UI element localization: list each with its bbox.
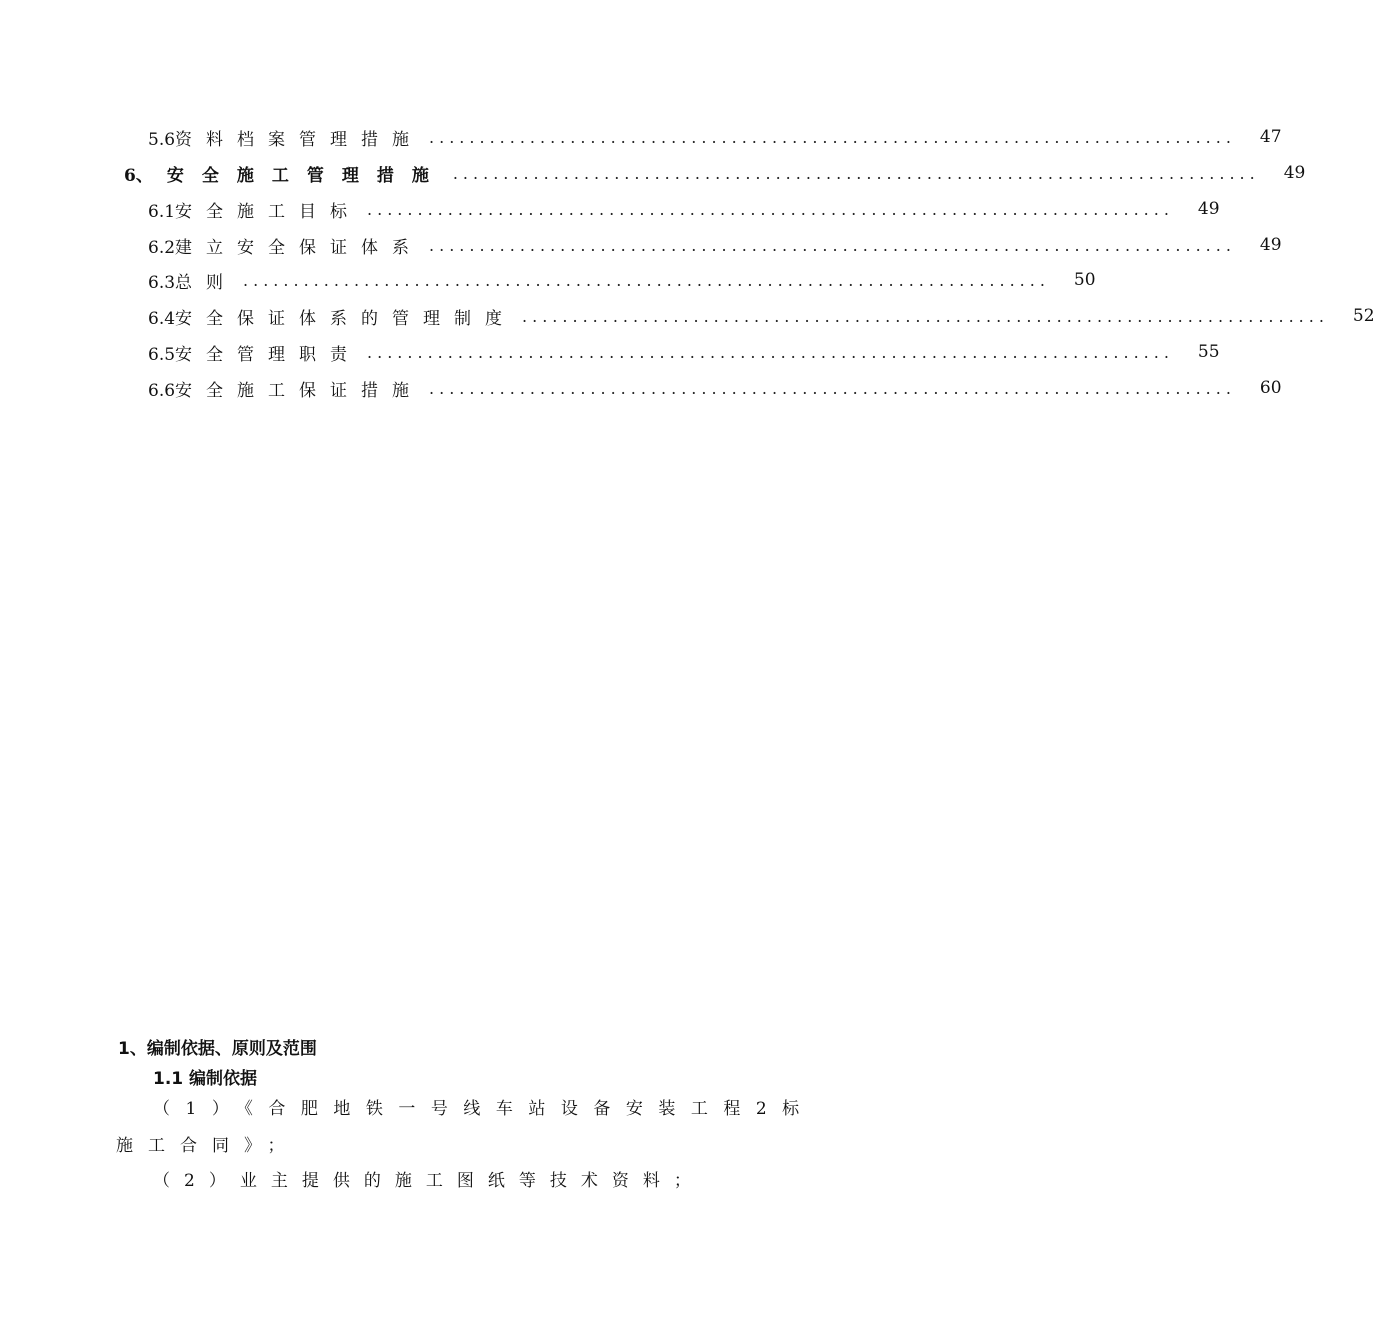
toc-entry[interactable] — [0, 301, 1375, 331]
toc-entry-label: 建立安全保证体系 — [175, 237, 424, 258]
toc-entry[interactable] — [0, 337, 1220, 367]
toc-entry-label: 安全施工保证措施 — [175, 380, 424, 401]
toc-entry-label: 安全管理职责 — [175, 344, 362, 365]
toc-entry-title — [148, 340, 361, 365]
toc-leader-dots: ................................................................................ — [429, 127, 1236, 147]
toc-page-number: 49 — [1197, 199, 1220, 219]
toc-entry-title — [148, 268, 237, 293]
toc-entry-number: 6、 — [124, 165, 153, 186]
toc-entry-title — [148, 125, 423, 150]
toc-page-number: 47 — [1259, 127, 1282, 147]
toc-page-number: 49 — [1283, 163, 1306, 183]
toc-entry-number: 6.6 — [148, 380, 176, 401]
toc-page-number: 55 — [1197, 342, 1220, 362]
toc-entry[interactable] — [0, 122, 1282, 152]
toc-leader-dots: ................................................................................ — [243, 270, 1050, 290]
section-heading: 1、编制依据、原则及范围 — [118, 1039, 317, 1059]
toc-leader-dots: ................................................................................ — [367, 342, 1174, 362]
toc-entry-number: 6.1 — [148, 201, 176, 222]
toc-entry[interactable] — [0, 230, 1282, 260]
toc-entry-number: 6.4 — [148, 308, 176, 329]
toc-entry-number: 5.6 — [148, 129, 176, 150]
toc-entry-label: 资料档案管理措施 — [175, 129, 424, 150]
toc-entry-title — [148, 376, 423, 401]
toc-leader-dots: ................................................................................ — [367, 199, 1174, 219]
toc-page-number: 52 — [1352, 306, 1375, 326]
toc-page-number: 50 — [1073, 270, 1096, 290]
toc-page-number: 60 — [1259, 378, 1282, 398]
toc-entry[interactable] — [0, 194, 1220, 224]
toc-entry-label: 安全施工目标 — [175, 201, 362, 222]
basis-item-2: （2）业主提供的施工图纸等技术资料； — [153, 1171, 705, 1191]
toc-entry-title — [148, 233, 423, 258]
toc-entry-number: 6.5 — [148, 344, 176, 365]
toc-page-number: 49 — [1259, 235, 1282, 255]
toc-entry-label: 安全保证体系的管理制度 — [175, 308, 517, 329]
toc-entry-number: 6.2 — [148, 237, 176, 258]
toc-entry-number: 6.3 — [148, 272, 176, 293]
toc-leader-dots: ................................................................................ — [429, 378, 1236, 398]
subsection-heading: 1.1 编制依据 — [153, 1069, 258, 1089]
toc-entry-title — [124, 161, 447, 186]
toc-entry[interactable] — [0, 265, 1096, 295]
toc-leader-dots: ................................................................................ — [452, 163, 1260, 183]
toc-entry-title — [148, 304, 516, 329]
basis-item-1-line-1: （1）《合肥地铁一号线车站设备安装工程2标 — [153, 1099, 815, 1119]
toc-entry[interactable] — [0, 373, 1282, 403]
toc-entry-title — [148, 197, 361, 222]
toc-leader-dots: ................................................................................ — [429, 235, 1236, 255]
toc-leader-dots: ................................................................................ — [522, 306, 1329, 326]
basis-item-1-line-2: 施工合同》； — [116, 1136, 300, 1156]
toc-entry-label: 安全施工管理措施 — [166, 165, 447, 186]
toc-entry[interactable] — [0, 158, 1306, 188]
toc-entry-label: 总则 — [175, 272, 238, 293]
